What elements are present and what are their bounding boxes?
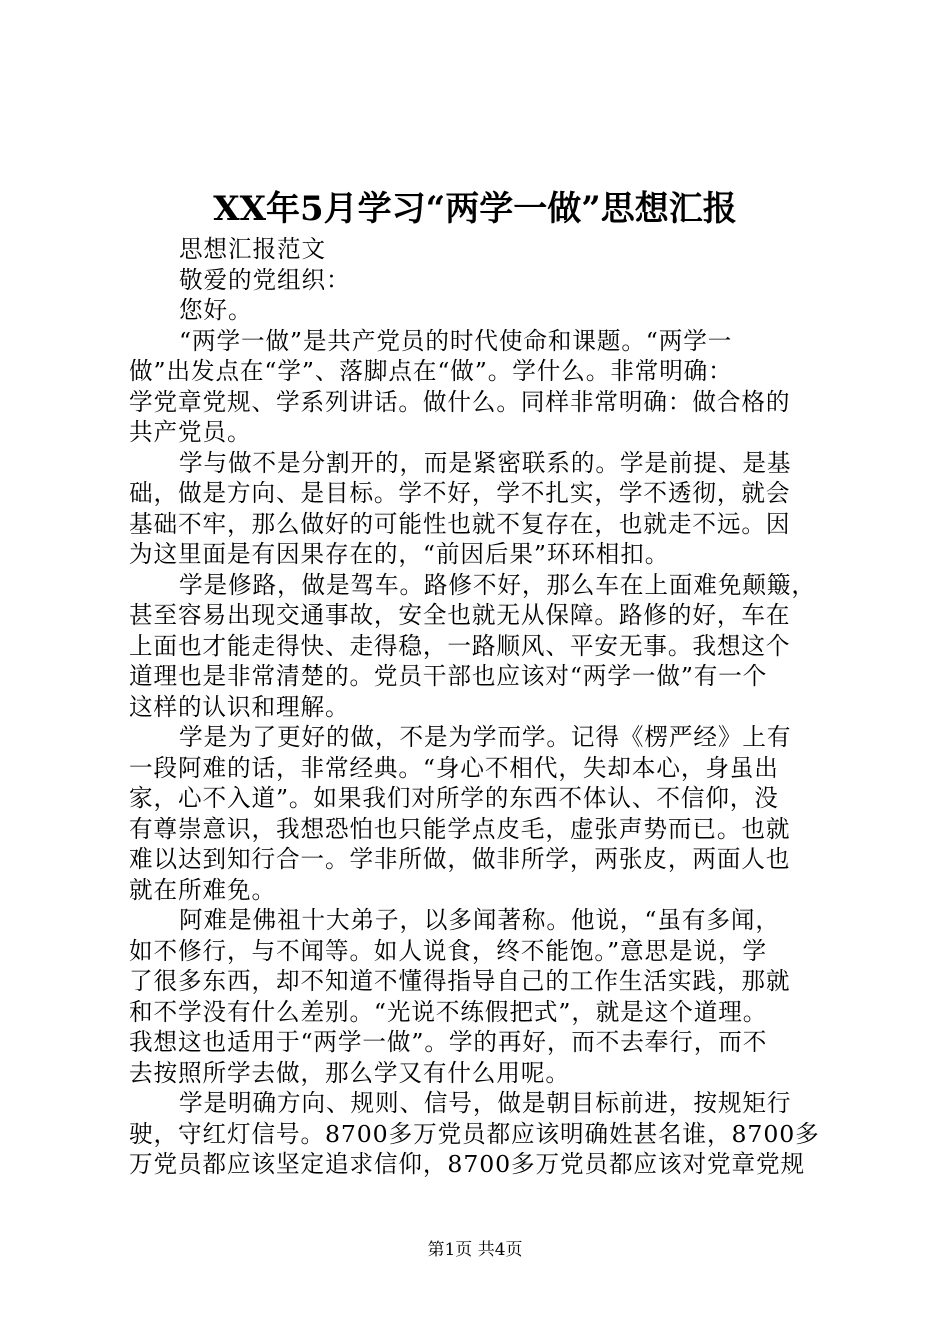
- text-line: 做”出发点在“学”、落脚点在“做”。学什么。非常明确：: [129, 357, 733, 385]
- text-line: 有尊崇意识，我想恐怕也只能学点皮毛，虚张声势而已。也就: [129, 814, 791, 843]
- text-line: 思想汇报范文: [179, 235, 326, 263]
- text-line: 驶，守红灯信号。8700多万党员都应该明确姓甚名谁，8700多: [129, 1119, 820, 1148]
- text-line: 去按照所学去做，那么学又有什么用呢。: [129, 1058, 570, 1087]
- page-footer: 第1页 共4页: [427, 1240, 523, 1260]
- text-line: 甚至容易出现交通事故，安全也就无从保障。路修的好，车在: [129, 601, 791, 629]
- text-line: 就在所难免。: [129, 875, 276, 904]
- text-line: 道理也是非常清楚的。党员干部也应该对“两学一做”有一个: [129, 662, 768, 690]
- text-line: 学是修路，做是驾车。路修不好，那么车在上面难免颠簸，: [179, 570, 816, 599]
- text-line: 为这里面是有因果存在的，“前因后果”环环相扣。: [129, 540, 670, 568]
- text-line: 阿难是佛祖十大弟子，以多闻著称。他说，“虽有多闻，: [179, 906, 780, 934]
- text-line: 和不学没有什么差别。“光说不练假把式”，就是这个道理。: [129, 997, 768, 1026]
- text-line: 学是明确方向、规则、信号，做是朝目标前进，按规矩行: [179, 1089, 792, 1117]
- text-line: 我想这也适用于“两学一做”。学的再好，而不去奉行，而不: [129, 1028, 768, 1056]
- text-line: 如不修行，与不闻等。如人说食，终不能饱。”意思是说，学: [129, 936, 767, 965]
- text-line: 一段阿难的话，非常经典。“身心不相代，失却本心，身虽出: [129, 753, 779, 782]
- text-line: 敬爱的党组织：: [179, 265, 351, 294]
- text-line: 这样的认识和理解。: [129, 692, 350, 721]
- text-line: 上面也才能走得快、走得稳，一路顺风、平安无事。我想这个: [129, 631, 791, 660]
- text-line: 学与做不是分割开的，而是紧密联系的。学是前提、是基: [179, 448, 792, 477]
- text-line: 万党员都应该坚定追求信仰，8700多万党员都应该对党章党规: [129, 1150, 805, 1178]
- text-line: 础，做是方向、是目标。学不好，学不扎实，学不透彻，就会: [129, 479, 791, 507]
- text-line: 了很多东西，却不知道不懂得指导自己的工作生活实践，那就: [129, 967, 791, 995]
- text-line: 您好。: [179, 296, 253, 324]
- text-line: 学党章党规、学系列讲话。做什么。同样非常明确：做合格的: [129, 387, 791, 416]
- document-body: [129, 234, 829, 1180]
- text-line: 共产党员。: [129, 418, 252, 446]
- text-line: 难以达到知行合一。学非所做，做非所学，两张皮，两面人也: [129, 845, 791, 873]
- document-title: XX年5月学习“两学一做”思想汇报: [213, 189, 737, 229]
- text-line: “两学一做”是共产党员的时代使命和课题。“两学一: [179, 326, 733, 355]
- text-line: 家，心不入道”。如果我们对所学的东西不体认、不信仰，没: [129, 784, 779, 812]
- text-line: 基础不牢，那么做好的可能性也就不复存在，也就走不远。因: [129, 509, 791, 538]
- text-line: 学是为了更好的做，不是为学而学。记得《楞严经》上有: [179, 723, 792, 751]
